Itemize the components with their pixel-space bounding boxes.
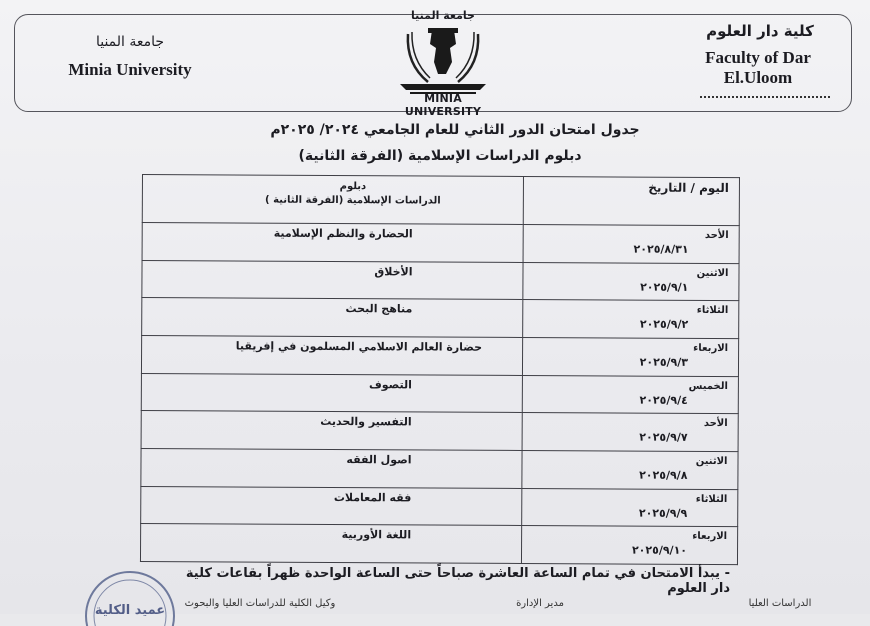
table-row xyxy=(142,223,739,264)
university-name-english: Minia University xyxy=(68,60,192,79)
exam-date: ٢٠٢٥/٩/٨ xyxy=(639,468,688,482)
exam-date: ٢٠٢٥/٩/٧ xyxy=(639,430,688,445)
day-name: الخميس xyxy=(688,380,728,392)
subject-cell: الأخلاق xyxy=(142,260,523,300)
day-date-cell xyxy=(523,262,739,301)
day-date-cell xyxy=(521,526,737,565)
faculty-name-english-line1: Faculty of Dar xyxy=(705,48,811,67)
faculty-name-english xyxy=(668,48,848,88)
exam-date: ٢٠٢٥/٩/٢ xyxy=(639,317,689,332)
subject-cell: اللغة الأوربية xyxy=(140,524,521,564)
table-row xyxy=(140,524,737,565)
subject-cell: اصول الفقه xyxy=(141,448,522,488)
table-row xyxy=(141,448,738,489)
signature-graduate-studies: الدراسات العليا xyxy=(748,598,812,609)
day-date-cell xyxy=(522,488,738,527)
stamp-text: عميد الكلية xyxy=(94,603,166,618)
day-name: الثلاثاء xyxy=(695,493,728,505)
exam-date: ٢٠٢٥/٩/١ xyxy=(640,280,689,294)
program-title: دبلوم الدراسات الإسلامية (الفرقة الثانية) xyxy=(298,148,582,164)
exam-date: ٢٠٢٥/٩/٤ xyxy=(639,393,688,407)
exam-date: ٢٠٢٥/٨/٣١ xyxy=(633,242,689,256)
logo-arabic-caption: جامعة المنيا xyxy=(411,9,475,22)
university-name-arabic: جامعة المنيا xyxy=(95,34,165,50)
table-header-row xyxy=(142,175,739,226)
exam-date: ٢٠٢٥/٩/٣ xyxy=(639,355,689,369)
table-row xyxy=(142,260,739,301)
day-name: الاربعاء xyxy=(692,531,728,543)
subject-cell: التصوف xyxy=(141,373,522,413)
header-program-sublabel: الدراسات الإسلامية (الفرقة الثانية ) xyxy=(265,194,441,207)
table-row xyxy=(141,486,738,527)
day-date-cell xyxy=(522,375,738,414)
header-program-cell xyxy=(142,175,523,225)
letterhead-dotted-line xyxy=(700,92,830,98)
day-name: الأحد xyxy=(704,229,729,242)
day-name: الاثنين xyxy=(695,455,728,468)
logo-english-caption: MINIA UNIVERSITY xyxy=(404,92,482,118)
day-date-cell xyxy=(523,300,739,339)
table-row xyxy=(141,335,738,376)
subject-cell: فقه المعاملات xyxy=(141,486,522,526)
table-row xyxy=(142,298,739,339)
faculty-name-english-line2: El.Uloom xyxy=(723,68,793,87)
subject-cell: حضارة العالم الاسلامي المسلمون في إفريقيا xyxy=(141,335,522,375)
day-date-cell xyxy=(523,224,739,263)
day-name: الأحد xyxy=(703,418,728,430)
signature-manager: مدير الإدارة xyxy=(516,598,564,609)
day-name: الاثنين xyxy=(696,267,729,279)
faculty-name-arabic: كلية دار العلوم xyxy=(706,22,814,40)
subject-cell: التفسير والحديث xyxy=(141,411,522,451)
official-stamp-icon xyxy=(70,566,190,626)
subject-cell: مناهج البحث xyxy=(142,298,523,338)
exam-schedule-table xyxy=(140,174,740,565)
header-program-label: دبلوم xyxy=(339,181,367,193)
signature-vice-dean: وكيل الكلية للدراسات العليا والبحوث xyxy=(184,598,336,609)
schedule-title: جدول امتحان الدور الثاني للعام الجامعي ٢٠٢٤/ ٢٠٢٥م xyxy=(270,122,640,138)
exam-date: ٢٠٢٥/٩/٩ xyxy=(638,506,688,520)
subject-cell: الحضارة والنظم الإسلامية xyxy=(142,223,523,263)
day-name: الاربعاء xyxy=(693,342,729,355)
table-row xyxy=(141,373,738,414)
table-row xyxy=(141,411,738,452)
exam-time-note: - يبدأ الامتحان في تمام الساعة العاشرة صباحاً حتى الساعة الواحدة ظهراً بقاعات كلية دار العلوم xyxy=(185,566,730,596)
day-date-cell xyxy=(522,450,738,489)
day-name: الثلاثاء xyxy=(696,305,729,317)
exam-date: ٢٠٢٥/٩/١٠ xyxy=(631,543,688,558)
header-date-cell: اليوم / التاريخ xyxy=(523,176,739,225)
day-date-cell xyxy=(522,337,738,376)
day-date-cell xyxy=(522,413,738,452)
